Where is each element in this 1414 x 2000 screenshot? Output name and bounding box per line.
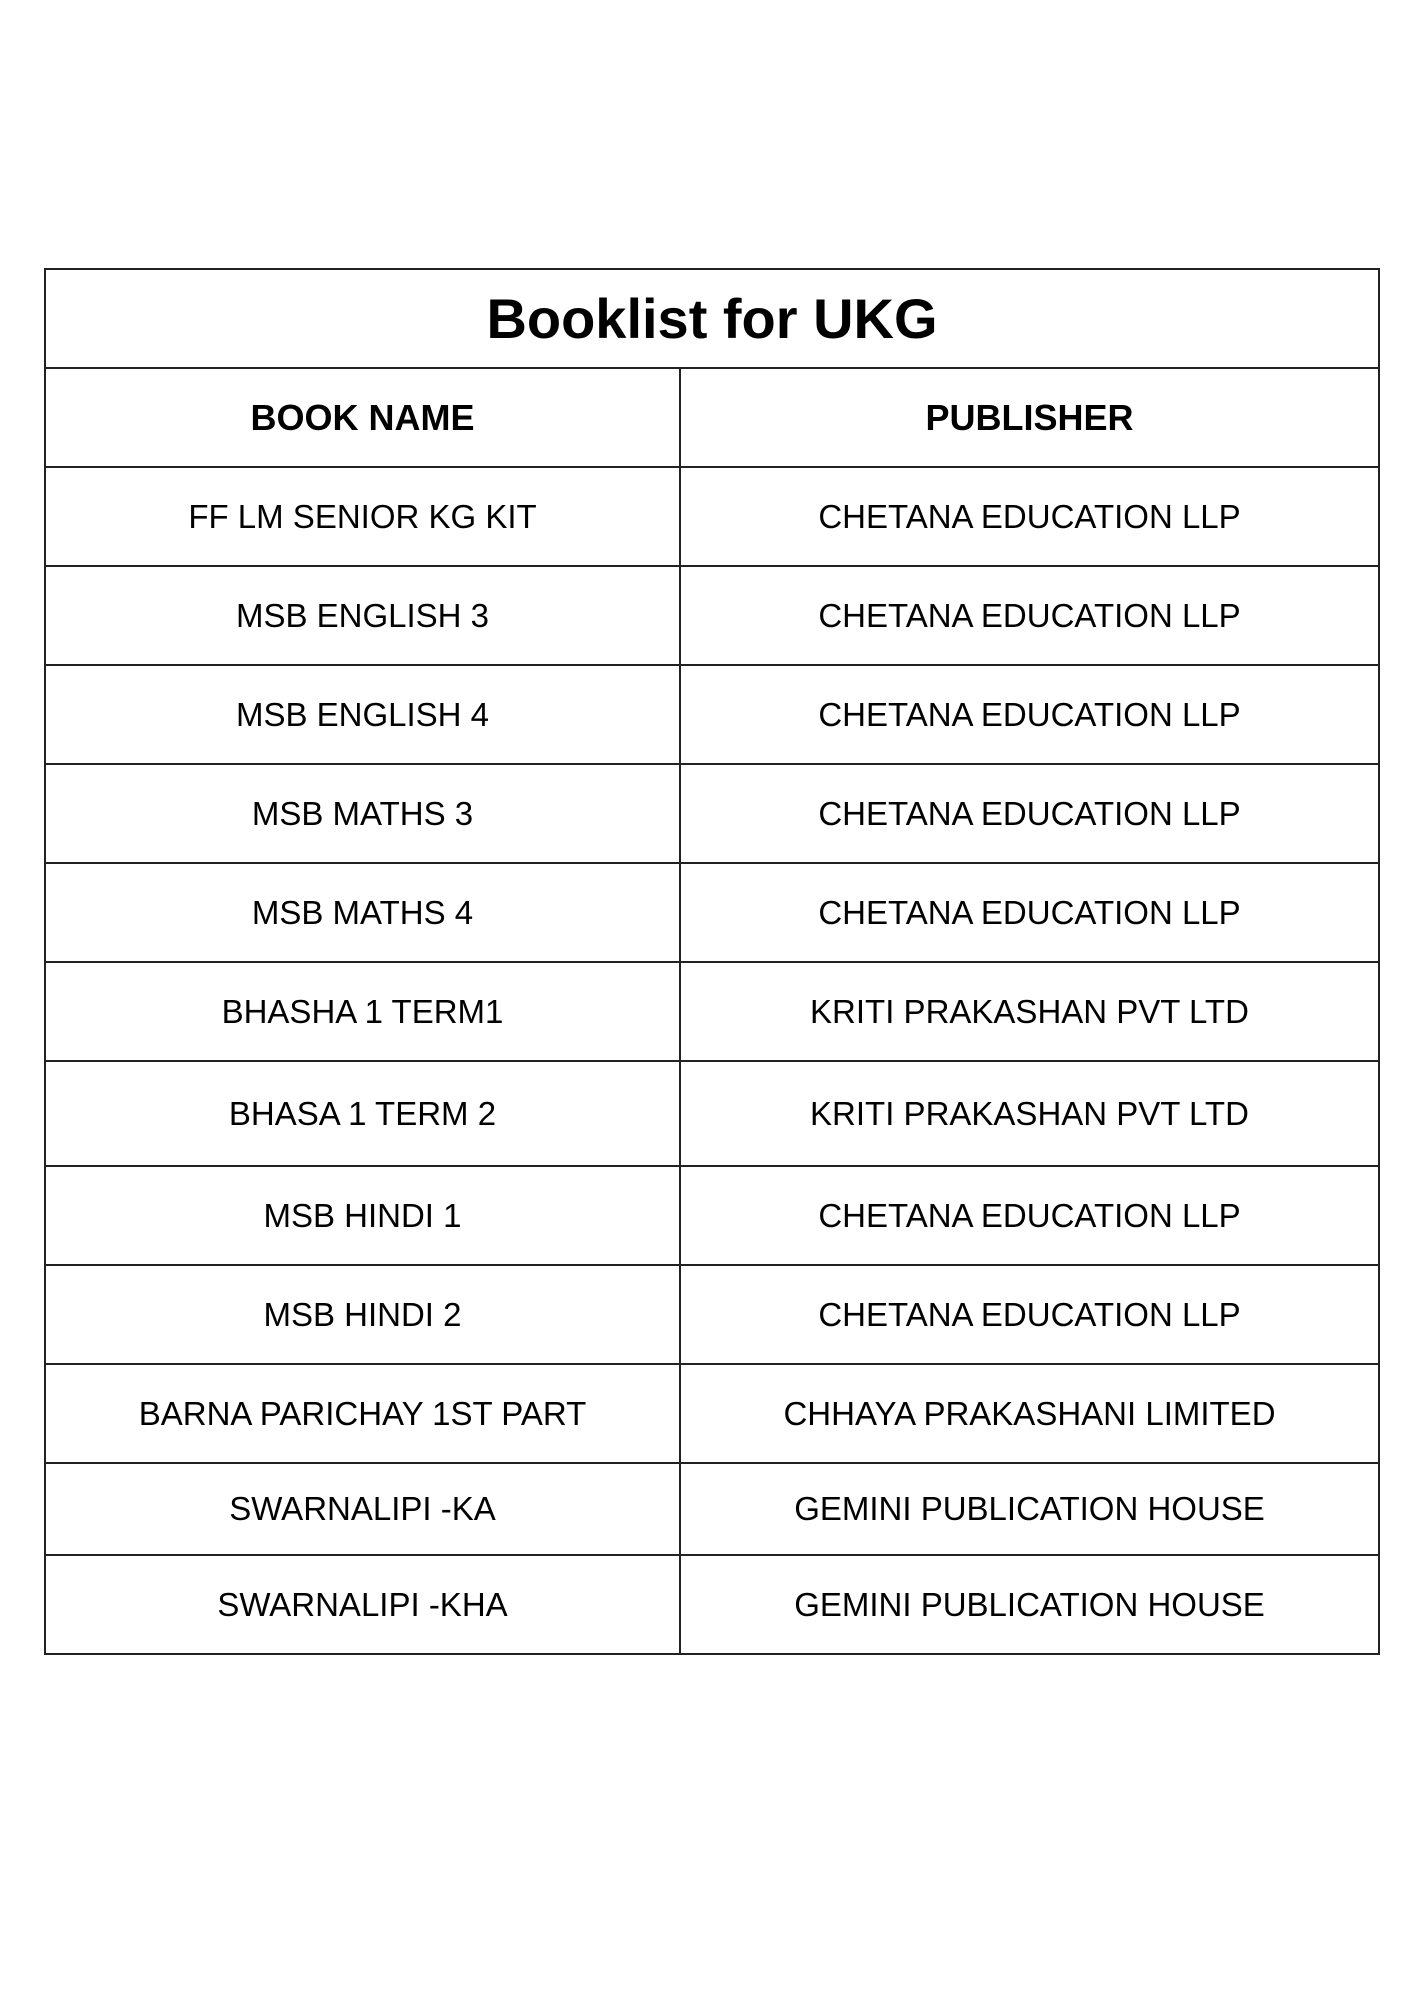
publisher-cell: GEMINI PUBLICATION HOUSE <box>680 1463 1379 1555</box>
table-row <box>45 566 1379 665</box>
table-row <box>45 764 1379 863</box>
publisher-cell: CHETANA EDUCATION LLP <box>680 764 1379 863</box>
page-title: Booklist for UKG <box>45 269 1379 368</box>
publisher-cell: KRITI PRAKASHAN PVT LTD <box>680 1061 1379 1166</box>
book-name-cell: MSB ENGLISH 3 <box>45 566 680 665</box>
book-name-cell: MSB HINDI 2 <box>45 1265 680 1364</box>
book-name-cell: FF LM SENIOR KG KIT <box>45 467 680 566</box>
book-name-cell: SWARNALIPI -KA <box>45 1463 680 1555</box>
table-row <box>45 1555 1379 1654</box>
book-name-cell: MSB MATHS 4 <box>45 863 680 962</box>
publisher-cell: CHETANA EDUCATION LLP <box>680 566 1379 665</box>
column-header-book-name: BOOK NAME <box>45 368 680 467</box>
publisher-cell: CHETANA EDUCATION LLP <box>680 863 1379 962</box>
booklist-table <box>44 268 1380 1655</box>
publisher-cell: CHETANA EDUCATION LLP <box>680 1166 1379 1265</box>
publisher-cell: CHHAYA PRAKASHANI LIMITED <box>680 1364 1379 1463</box>
table-row <box>45 1166 1379 1265</box>
book-name-cell: SWARNALIPI -KHA <box>45 1555 680 1654</box>
table-row <box>45 1265 1379 1364</box>
publisher-cell: CHETANA EDUCATION LLP <box>680 1265 1379 1364</box>
publisher-cell: CHETANA EDUCATION LLP <box>680 665 1379 764</box>
book-name-cell: BHASA 1 TERM 2 <box>45 1061 680 1166</box>
table-row <box>45 467 1379 566</box>
table-row <box>45 962 1379 1061</box>
table-row <box>45 1061 1379 1166</box>
publisher-cell: GEMINI PUBLICATION HOUSE <box>680 1555 1379 1654</box>
book-name-cell: BHASHA 1 TERM1 <box>45 962 680 1061</box>
column-header-publisher: PUBLISHER <box>680 368 1379 467</box>
table-row <box>45 863 1379 962</box>
publisher-cell: CHETANA EDUCATION LLP <box>680 467 1379 566</box>
table-row <box>45 1463 1379 1555</box>
book-name-cell: BARNA PARICHAY 1ST PART <box>45 1364 680 1463</box>
table-row <box>45 1364 1379 1463</box>
publisher-cell: KRITI PRAKASHAN PVT LTD <box>680 962 1379 1061</box>
book-name-cell: MSB HINDI 1 <box>45 1166 680 1265</box>
table-row <box>45 665 1379 764</box>
book-name-cell: MSB ENGLISH 4 <box>45 665 680 764</box>
book-name-cell: MSB MATHS 3 <box>45 764 680 863</box>
